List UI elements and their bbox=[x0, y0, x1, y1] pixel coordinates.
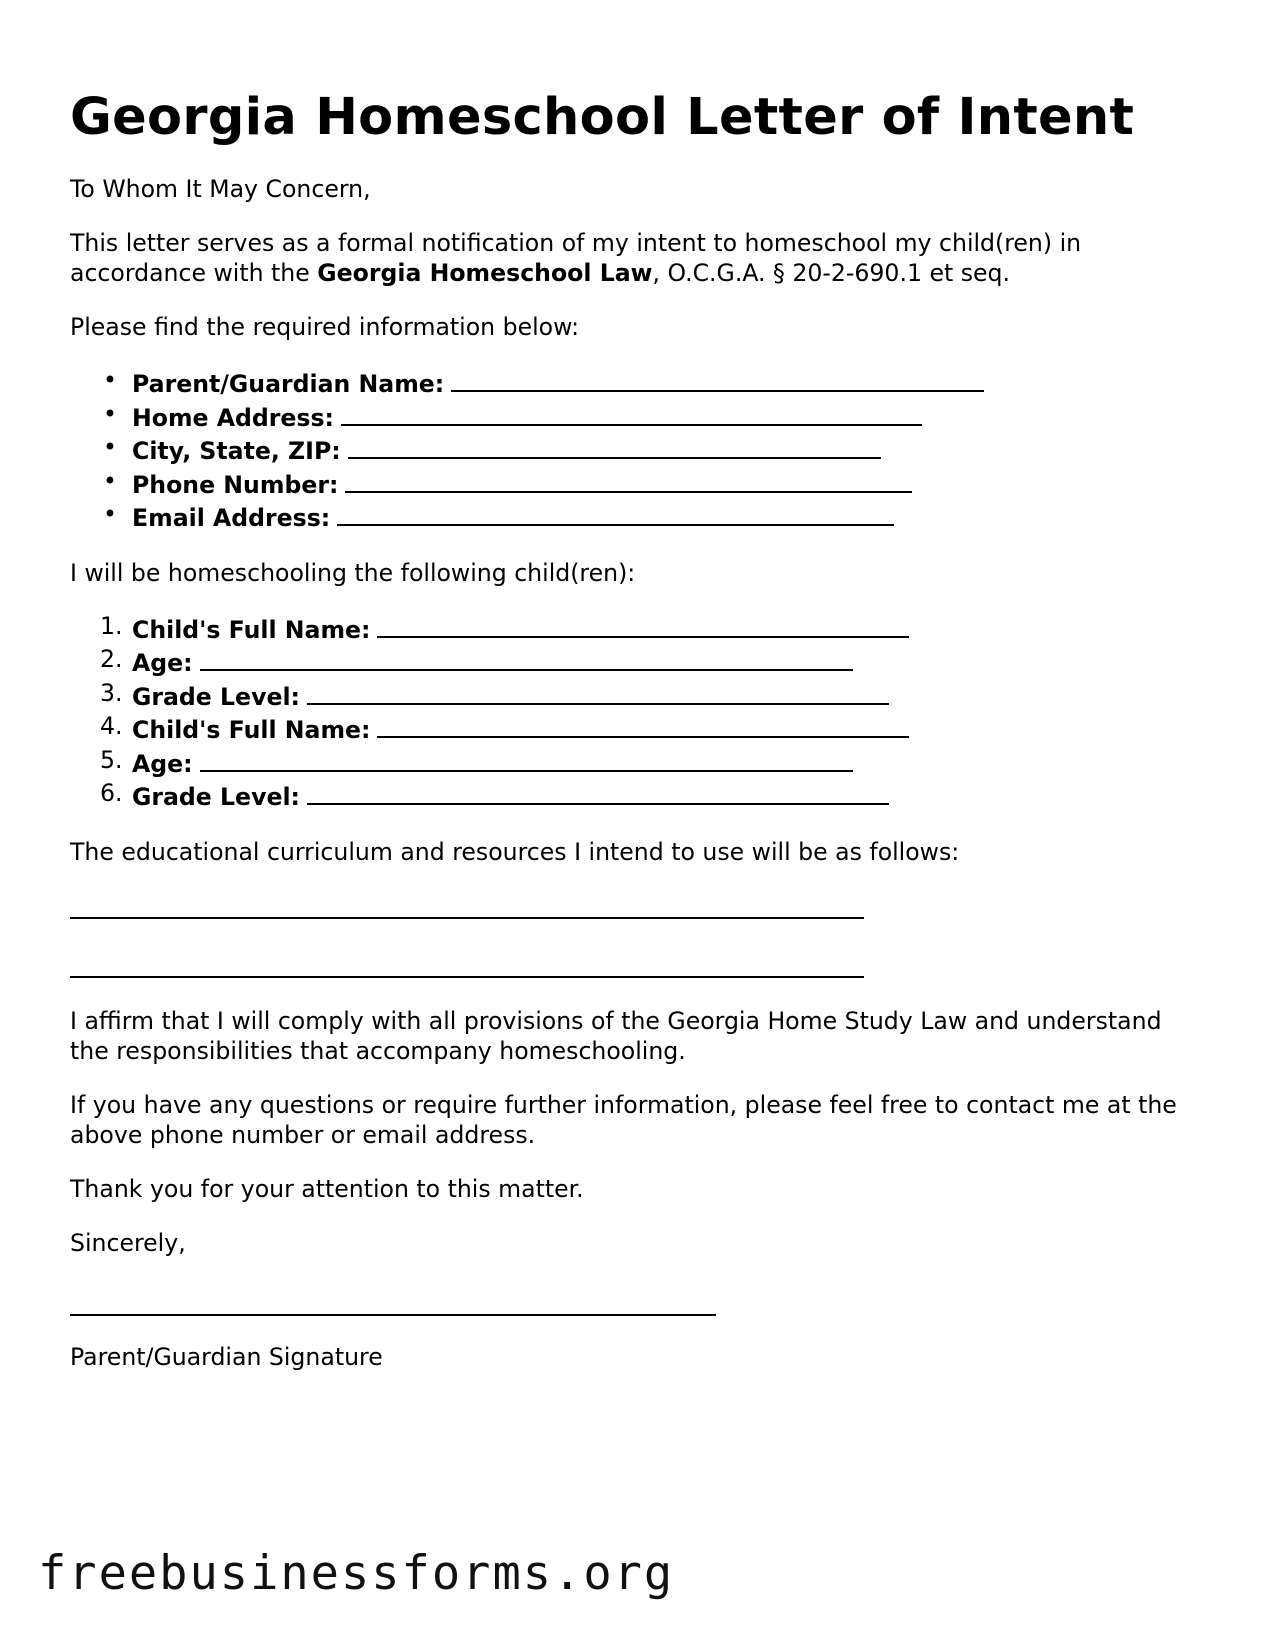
curriculum-line-2[interactable] bbox=[70, 976, 864, 978]
list-item bbox=[100, 779, 1200, 813]
list-item bbox=[100, 745, 1200, 780]
home-address-label: Home Address: bbox=[132, 403, 334, 432]
phone-number-label: Phone Number: bbox=[132, 470, 339, 499]
children-list bbox=[70, 612, 1200, 813]
grade-level-field[interactable] bbox=[307, 679, 889, 705]
parent-name-field[interactable] bbox=[451, 366, 984, 392]
child-name-label: Child's Full Name: bbox=[132, 615, 371, 644]
age-label: Age: bbox=[132, 749, 193, 778]
intro-paragraph bbox=[70, 228, 1200, 288]
child-name-label: Child's Full Name: bbox=[132, 716, 371, 744]
age-field[interactable] bbox=[200, 746, 853, 772]
child-name-field[interactable] bbox=[377, 612, 909, 638]
list-item bbox=[132, 400, 1200, 434]
signature-line[interactable] bbox=[70, 1314, 716, 1316]
city-state-zip-field[interactable] bbox=[348, 433, 881, 459]
letter-page bbox=[70, 86, 1200, 1372]
intro-text-1: This letter serves as a formal notification of my intent to homeschool my child(ren) in accordance with the bbox=[70, 229, 1082, 287]
list-number: 2. bbox=[100, 645, 123, 673]
city-state-zip-label: City, State, ZIP: bbox=[132, 437, 341, 465]
age-field[interactable] bbox=[200, 645, 853, 671]
list-number: 1. bbox=[100, 611, 123, 640]
grade-level-label: Grade Level: bbox=[132, 682, 300, 711]
phone-number-field[interactable] bbox=[345, 467, 912, 493]
questions-paragraph: If you have any questions or require further information, please feel free to contact me at the above phone number or email address. bbox=[70, 1090, 1177, 1149]
list-number: 4. bbox=[100, 712, 123, 740]
grade-level-label: Grade Level: bbox=[132, 783, 300, 811]
home-address-field[interactable] bbox=[341, 400, 922, 426]
parent-info-list bbox=[70, 366, 1200, 534]
list-item bbox=[132, 467, 1200, 501]
list-item bbox=[100, 712, 1200, 746]
greeting: To Whom It May Concern, bbox=[70, 175, 371, 203]
list-number: 3. bbox=[100, 678, 123, 707]
children-intro-text: I will be homeschooling the following child(ren): bbox=[70, 558, 636, 587]
age-label: Age: bbox=[132, 649, 193, 677]
law-name: Georgia Homeschool Law bbox=[317, 259, 653, 287]
curriculum-intro-text: The educational curriculum and resources I intend to use will be as follows: bbox=[70, 837, 960, 866]
email-address-field[interactable] bbox=[337, 500, 894, 526]
list-item bbox=[132, 433, 1200, 467]
intro-text-2: , O.C.G.A. § 20-2-690.1 et seq. bbox=[652, 259, 1010, 287]
thanks-text: Thank you for your attention to this matter. bbox=[70, 1174, 584, 1203]
list-item bbox=[100, 678, 1200, 713]
grade-level-field[interactable] bbox=[307, 779, 889, 805]
parent-name-label: Parent/Guardian Name: bbox=[132, 370, 445, 398]
list-item bbox=[100, 645, 1200, 679]
list-item bbox=[132, 500, 1200, 534]
email-address-label: Email Address: bbox=[132, 504, 331, 532]
list-item bbox=[132, 366, 1200, 400]
please-find-text: Please find the required information below: bbox=[70, 313, 580, 341]
affirmation-paragraph: I affirm that I will comply with all provisions of the Georgia Home Study Law and understand the responsibilities that accompany homeschooling. bbox=[70, 1006, 1162, 1065]
closing-text: Sincerely, bbox=[70, 1228, 186, 1257]
signature-label: Parent/Guardian Signature bbox=[70, 1342, 383, 1371]
page-title: Georgia Homeschool Letter of Intent bbox=[70, 88, 1135, 147]
child-name-field[interactable] bbox=[377, 712, 909, 738]
watermark-logo: freebusinessforms.org bbox=[38, 1546, 675, 1601]
curriculum-line-1[interactable] bbox=[70, 917, 864, 919]
list-number: 6. bbox=[100, 779, 123, 807]
list-number: 5. bbox=[100, 745, 123, 774]
list-item bbox=[100, 611, 1200, 646]
